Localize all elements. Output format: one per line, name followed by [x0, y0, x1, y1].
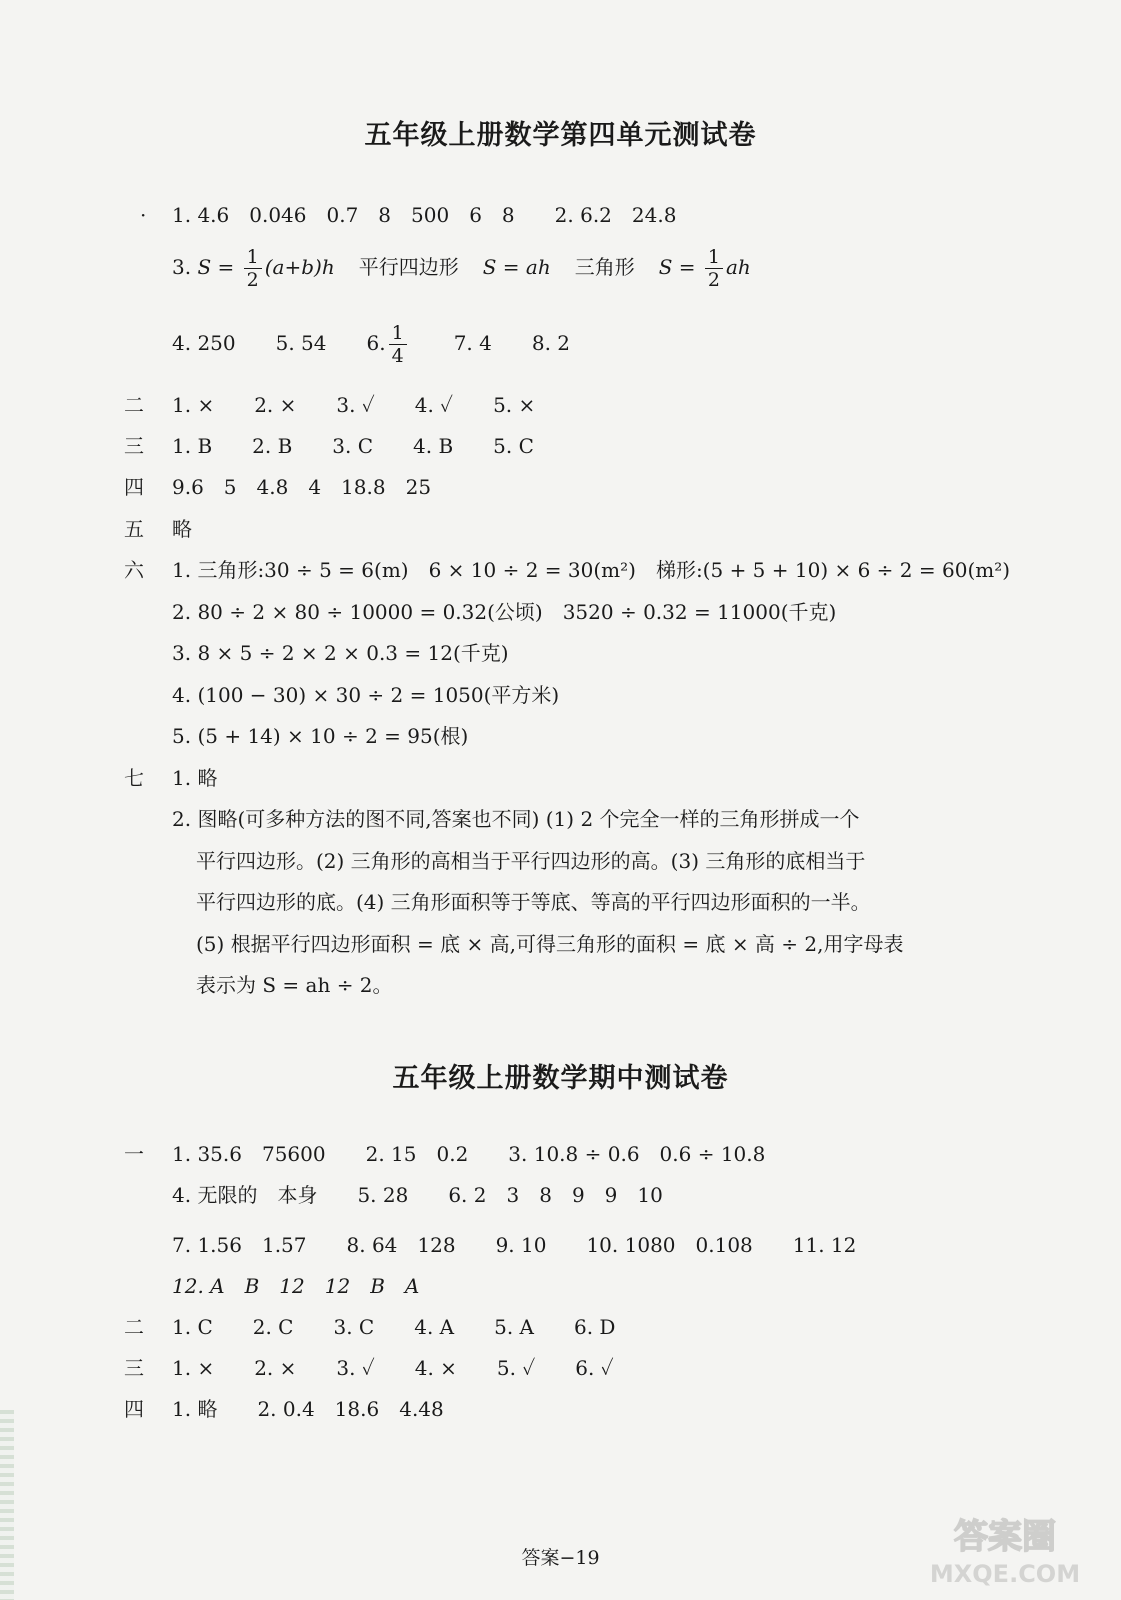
- parallelogram-label: 平行四边形: [358, 255, 459, 279]
- section1-mark-two: 二: [124, 393, 144, 417]
- s2-q4: 1. 略 2. 0.4 18.6 4.48: [172, 1397, 444, 1421]
- quarter-num: 1: [389, 322, 407, 345]
- section1-mark-seven: 七: [124, 766, 144, 790]
- s2-q1-line: 1. 35.6 75600 2. 15 0.2 3. 10.8 ÷ 0.6 0.6 ÷ 10.8: [172, 1142, 766, 1166]
- s1-q1-line1: 1. 4.6 0.046 0.7 8 500 6 8 2. 6.2 24.8: [172, 203, 677, 227]
- s2-q1-line: 4. 无限的 本身 5. 28 6. 2 3 8 9 9 10: [172, 1183, 663, 1207]
- s1-q5: 略: [172, 517, 192, 541]
- area-var-s: S: [197, 255, 212, 279]
- parallelogram-formula: S = ah: [482, 255, 551, 279]
- s1-q2: 1. × 2. × 3. ✓ 4. ✓ 5. ×: [172, 393, 536, 417]
- s1-q1-line2: [172, 246, 751, 291]
- watermark-line1: 答案圈: [954, 1517, 1056, 1557]
- triangle-var-s: S: [658, 255, 673, 279]
- s1-q6-line: 3. 8 × 5 ÷ 2 × 2 × 0.3 = 12(千克): [172, 641, 509, 665]
- section1-title: 五年级上册数学第四单元测试卷: [364, 120, 757, 151]
- s2-q1-line: 12. A B 12 12 B A: [172, 1274, 420, 1298]
- s2-q2: 1. C 2. C 3. C 4. A 5. A 6. D: [172, 1315, 616, 1339]
- equals: =: [211, 255, 241, 279]
- section1-mark-five: 五: [124, 517, 144, 541]
- triangle-label: 三角形: [574, 255, 635, 279]
- section2-mark-one: 一: [124, 1142, 144, 1166]
- half-fraction-2: [705, 246, 723, 291]
- s1-q3: 1. B 2. B 3. C 4. B 5. C: [172, 434, 534, 458]
- s2-q1-line: 7. 1.56 1.57 8. 64 128 9. 10 10. 1080 0.108 11. 12: [172, 1233, 857, 1257]
- section2-mark-two: 二: [124, 1315, 144, 1339]
- half-num-2: 1: [705, 246, 723, 269]
- section2-mark-four: 四: [124, 1397, 144, 1421]
- quarter-fraction: [389, 322, 407, 367]
- section2-mark-three: 三: [124, 1356, 144, 1380]
- section1-mark-four: 四: [124, 475, 144, 499]
- s2-q3: 1. × 2. × 3. ✓ 4. × 5. ✓ 6. ✓: [172, 1356, 614, 1380]
- half-fraction: [244, 246, 262, 291]
- watermark-logo: [905, 1508, 1105, 1590]
- half-den: 2: [246, 269, 259, 291]
- s1-q1-line3b: 7. 4 8. 2: [453, 331, 571, 355]
- s1-q7-line: 2. 图略(可多种方法的图不同,答案也不同) (1) 2 个完全一样的三角形拼成一个: [172, 807, 860, 831]
- s1-q7-line: 1. 略: [172, 766, 218, 790]
- equals-2: =: [672, 255, 702, 279]
- s1-q6-line: 2. 80 ÷ 2 × 80 ÷ 10000 = 0.32(公顷) 3520 ÷ 0.32 = 11000(千克): [172, 600, 837, 624]
- half-num: 1: [244, 246, 262, 269]
- s1-q7-line: (5) 根据平行四边形面积 = 底 × 高,可得三角形的面积 = 底 × 高 ÷ 2,用字母表: [196, 932, 904, 956]
- s1-q7-line: 平行四边形的底。(4) 三角形面积等于等底、等高的平行四边形面积的一半。: [196, 890, 871, 914]
- s1-q7-line: 平行四边形。(2) 三角形的高相当于平行四边形的高。(3) 三角形的底相当于: [196, 849, 866, 873]
- half-den-2: 2: [707, 269, 720, 291]
- edge-stripe: [0, 1410, 14, 1600]
- s1-q6-line: 1. 三角形:30 ÷ 5 = 6(m) 6 × 10 ÷ 2 = 30(m²) 梯形:(5 + 5 + 10) × 6 ÷ 2 = 60(m²): [172, 558, 1011, 582]
- watermark-line2: MXQE.COM: [929, 1560, 1081, 1588]
- section1-mark-six: 六: [124, 558, 144, 582]
- s1-q6-line: 4. (100 − 30) × 30 ÷ 2 = 1050(平方米): [172, 683, 560, 707]
- triangle-formula-tail: ah: [725, 255, 751, 279]
- s1-q7-line: 表示为 S = ah ÷ 2。: [196, 973, 393, 997]
- s1-q6-line: 5. (5 + 14) × 10 ÷ 2 = 95(根): [172, 724, 469, 748]
- s1-q1-line2-prefix: 3.: [172, 255, 198, 279]
- section2-title: 五年级上册数学期中测试卷: [392, 1063, 729, 1094]
- s1-q1-line3: [172, 322, 570, 367]
- page-footer: 答案−19: [521, 1547, 600, 1569]
- trapezoid-expr: (a+b)h: [264, 255, 335, 279]
- s1-q4: 9.6 5 4.8 4 18.8 25: [172, 475, 432, 499]
- s1-q1-line3a: 4. 250 5. 54 6.: [172, 331, 386, 355]
- section1-mark-three: 三: [124, 434, 144, 458]
- quarter-den: 4: [391, 345, 404, 367]
- section1-mark-one: ·: [140, 203, 147, 227]
